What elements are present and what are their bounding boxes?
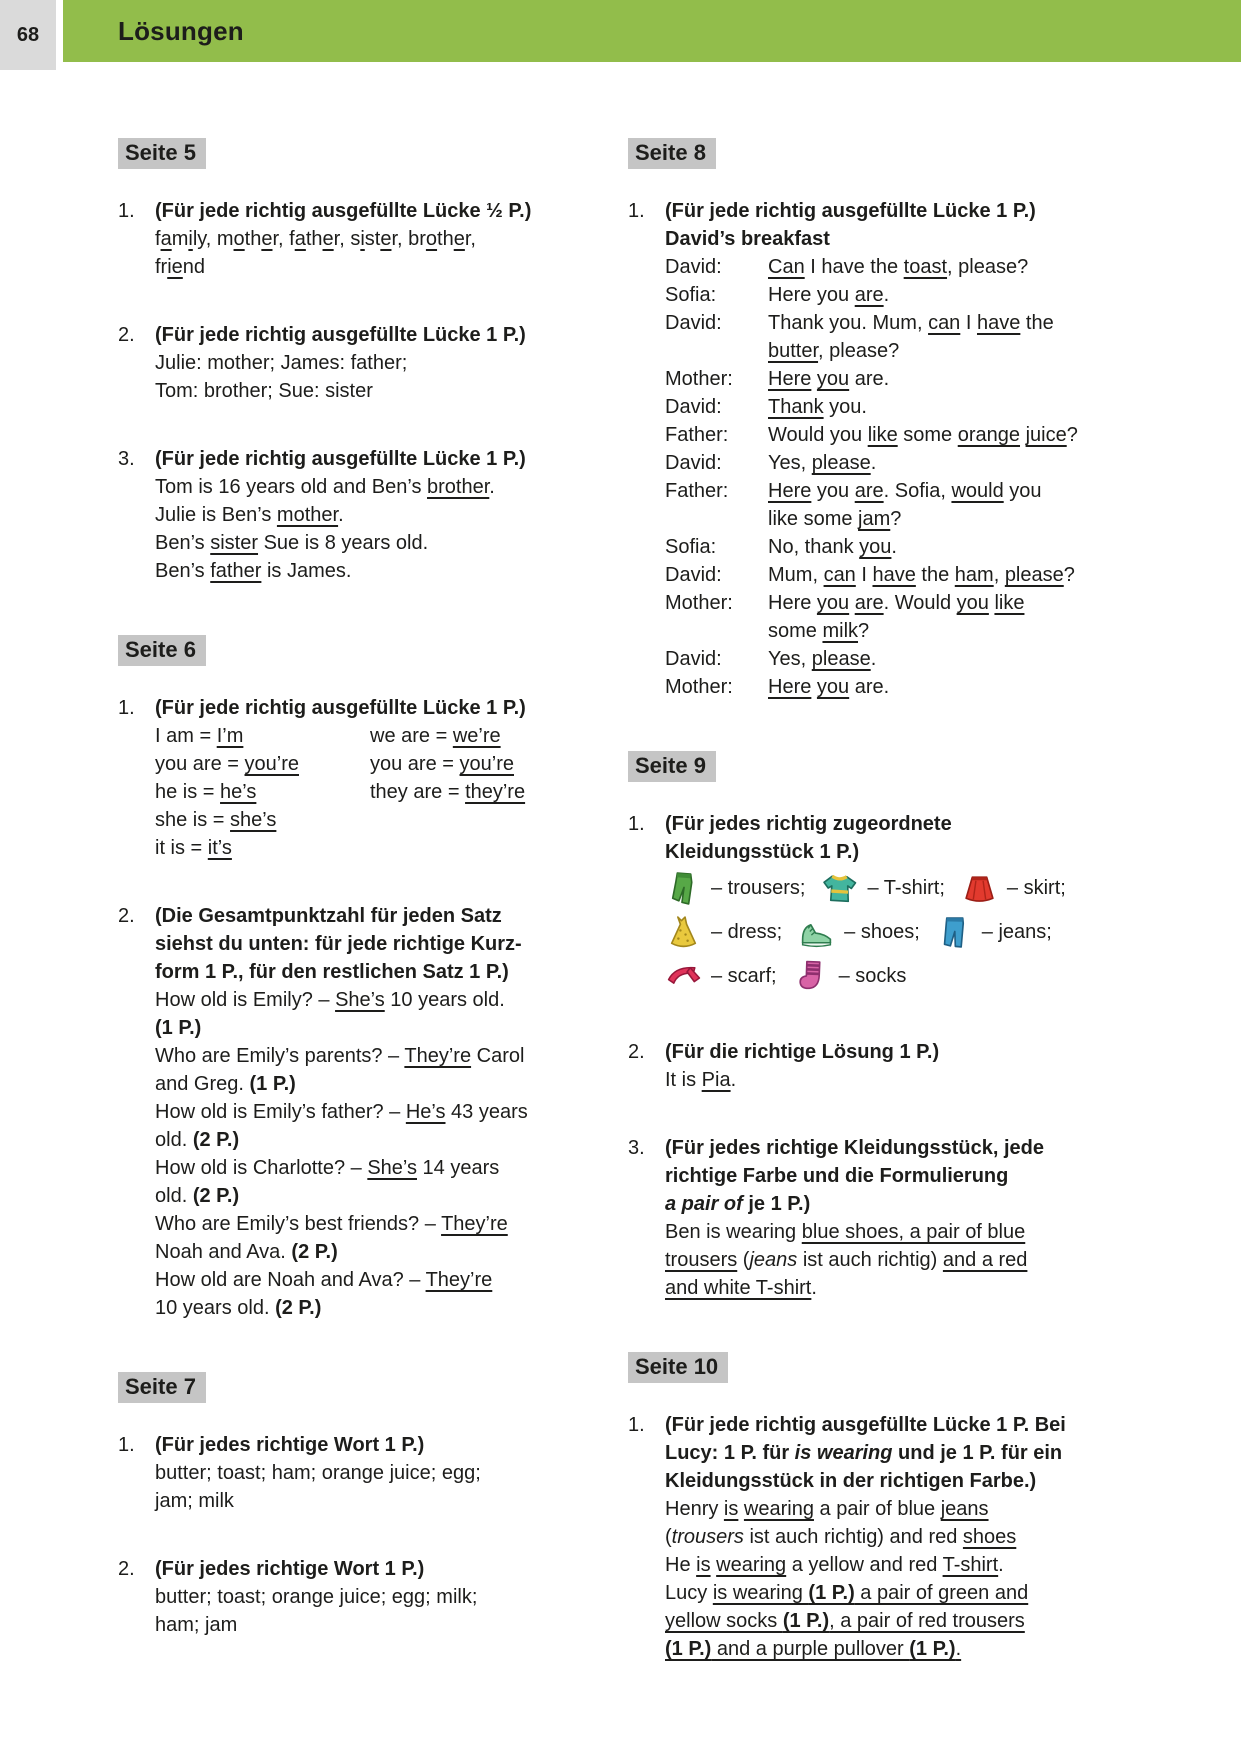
text-line: form 1 P., für den restlichen Satz 1 P.) xyxy=(155,961,509,983)
text-line: siehst du unten: für jede richtige Kurz- xyxy=(155,933,522,955)
contraction-row xyxy=(155,806,580,834)
pair-left: I am = I’m xyxy=(155,725,244,747)
section-label-row xyxy=(118,635,580,666)
jeans-icon xyxy=(936,914,973,951)
item-content xyxy=(155,1431,580,1515)
page-section-label: Seite 6 xyxy=(118,635,206,666)
text-line: It is Pia. xyxy=(665,1069,737,1091)
text-line: family, mother, father, sister, brother, xyxy=(155,228,476,250)
contraction-row xyxy=(155,750,580,778)
utterance: Here you are. Sofia, would you like some jam? xyxy=(768,480,1042,530)
section-label-row xyxy=(628,138,1125,169)
text-line: (Für jede richtig ausgefüllte Lücke ½ P.) xyxy=(155,200,532,222)
contraction-row xyxy=(155,778,580,806)
utterance: Can I have the toast, please? xyxy=(768,256,1029,278)
utterance: Here you are. Would you like some milk? xyxy=(768,592,1025,642)
answer-item xyxy=(118,197,580,281)
dialogue-row xyxy=(665,589,1125,645)
text-line: and white T-shirt. xyxy=(665,1277,817,1299)
item-number: 2. xyxy=(118,905,135,927)
item-content xyxy=(155,445,580,585)
text-line: (Für jede richtig ausgefüllte Lücke 1 P.) xyxy=(665,200,1036,222)
item-content xyxy=(665,810,1125,998)
pair-left: she is = she’s xyxy=(155,809,277,831)
item-number: 3. xyxy=(118,448,135,470)
text-line: friend xyxy=(155,256,206,278)
utterance: Here you are. xyxy=(768,284,890,306)
text-line: (trousers ist auch richtig) and red shoes xyxy=(665,1526,1017,1548)
text-line: (1 P.) and a purple pullover (1 P.). xyxy=(665,1638,962,1660)
text-line: and Greg. (1 P.) xyxy=(155,1073,296,1095)
icon-label: – socks xyxy=(838,965,907,987)
dialogue-row xyxy=(665,393,1125,421)
item-number: 1. xyxy=(628,813,645,835)
text-line: (Für jede richtig ausgefüllte Lücke 1 P. Bei xyxy=(665,1414,1066,1436)
text-line: jam; milk xyxy=(155,1490,234,1512)
trousers-icon xyxy=(665,870,702,907)
text-line: How old is Emily’s father? – He’s 43 years xyxy=(155,1101,528,1123)
dialogue-row xyxy=(665,253,1125,281)
utterance: Yes, please. xyxy=(768,452,877,474)
text-line: Kleidungsstück 1 P.) xyxy=(665,841,860,863)
answer-item xyxy=(118,1431,580,1515)
text-line: (Für die richtige Lösung 1 P.) xyxy=(665,1041,940,1063)
item-content xyxy=(665,1134,1125,1302)
text-line: (Für jedes richtige Wort 1 P.) xyxy=(155,1434,425,1456)
text-line: Who are Emily’s best friends? – They’re xyxy=(155,1213,508,1235)
section-label-row xyxy=(118,138,580,169)
answer-item xyxy=(628,197,1125,701)
section-label-row xyxy=(118,1372,580,1403)
text-line: trousers (jeans ist auch richtig) and a red xyxy=(665,1249,1028,1271)
pair-right: you are = you’re xyxy=(370,753,514,775)
speaker-name: David: xyxy=(665,312,722,334)
dialogue-row xyxy=(665,281,1125,309)
text-line: How old is Emily? – She’s 10 years old. xyxy=(155,989,505,1011)
item-number: 1. xyxy=(118,200,135,222)
text-line: Tom is 16 years old and Ben’s brother. xyxy=(155,476,495,498)
text-line: (Die Gesamtpunktzahl für jeden Satz xyxy=(155,905,502,927)
text-line: David’s breakfast xyxy=(665,228,830,250)
item-content xyxy=(155,1555,580,1639)
text-line: old. (2 P.) xyxy=(155,1185,240,1207)
icon-label: – T-shirt; xyxy=(867,877,945,899)
page-section-label: Seite 7 xyxy=(118,1372,206,1403)
icon-label: – jeans; xyxy=(981,921,1052,943)
dialogue-row xyxy=(665,561,1125,589)
text-line: 10 years old. (2 P.) xyxy=(155,1297,322,1319)
dialogue-row xyxy=(665,449,1125,477)
text-line: (Für jede richtig ausgefüllte Lücke 1 P.) xyxy=(155,448,526,470)
header-bar xyxy=(63,0,1241,62)
item-number: 1. xyxy=(118,697,135,719)
icon-label: – scarf; xyxy=(711,965,777,987)
text-line: ham; jam xyxy=(155,1614,238,1636)
text-line: How old is Charlotte? – She’s 14 years xyxy=(155,1157,500,1179)
clothing-icon-row xyxy=(665,954,1125,998)
text-line: He is wearing a yellow and red T-shirt. xyxy=(665,1554,1004,1576)
answer-item xyxy=(118,1555,580,1639)
text-line: butter; toast; ham; orange juice; egg; xyxy=(155,1462,481,1484)
item-number: 1. xyxy=(628,1414,645,1436)
dialogue-row xyxy=(665,533,1125,561)
item-number: 2. xyxy=(118,1558,135,1580)
text-line: Julie is Ben’s mother. xyxy=(155,504,344,526)
speaker-name: Father: xyxy=(665,480,729,502)
icon-label: – skirt; xyxy=(1006,877,1066,899)
speaker-name: Mother: xyxy=(665,676,733,698)
text-line: (1 P.) xyxy=(155,1017,202,1039)
item-content xyxy=(155,694,580,862)
right-column xyxy=(628,138,1125,1703)
item-number: 2. xyxy=(628,1041,645,1063)
text-line: butter; toast; orange juice; egg; milk; xyxy=(155,1586,478,1608)
left-column xyxy=(118,138,580,1679)
skirt-icon xyxy=(961,870,998,907)
dress-icon xyxy=(665,914,702,951)
page-title: Lösungen xyxy=(118,15,244,46)
page-section-label: Seite 10 xyxy=(628,1352,728,1383)
answer-item xyxy=(118,902,580,1322)
text-line: How old are Noah and Ava? – They’re xyxy=(155,1269,493,1291)
speaker-name: David: xyxy=(665,564,722,586)
utterance: Here you are. xyxy=(768,676,890,698)
text-line: Kleidungsstück in der richtigen Farbe.) xyxy=(665,1470,1037,1492)
text-line: Lucy is wearing (1 P.) a pair of green and xyxy=(665,1582,1029,1604)
text-line: Ben’s father is James. xyxy=(155,560,352,582)
shoes-icon xyxy=(798,914,835,951)
contraction-row xyxy=(155,722,580,750)
icon-label: – shoes; xyxy=(844,921,920,943)
answer-item xyxy=(628,810,1125,998)
pair-left: he is = he’s xyxy=(155,781,257,803)
utterance: Thank you. xyxy=(768,396,867,418)
text-line: richtige Farbe und die Formulierung xyxy=(665,1165,1009,1187)
utterance: Thank you. Mum, can I have the butter, please? xyxy=(768,312,1054,362)
item-content xyxy=(155,902,580,1322)
dialogue-row xyxy=(665,477,1125,533)
pair-right: we are = we’re xyxy=(370,725,501,747)
item-content xyxy=(665,1411,1125,1663)
pair-right: they are = they’re xyxy=(370,781,526,803)
text-line: old. (2 P.) xyxy=(155,1129,240,1151)
answer-item xyxy=(118,694,580,862)
tshirt-icon xyxy=(821,870,858,907)
speaker-name: Sofia: xyxy=(665,536,717,558)
icon-label: – trousers; xyxy=(711,877,806,899)
text-line: Ben is wearing blue shoes, a pair of blue xyxy=(665,1221,1026,1243)
page-section-label: Seite 8 xyxy=(628,138,716,169)
text-line: Julie: mother; James: father; xyxy=(155,352,408,374)
dialogue-row xyxy=(665,309,1125,365)
item-content xyxy=(665,197,1125,701)
speaker-name: David: xyxy=(665,256,722,278)
text-line: (Für jede richtig ausgefüllte Lücke 1 P.) xyxy=(155,697,526,719)
section-label-row xyxy=(628,751,1125,782)
text-line: yellow socks (1 P.), a pair of red trousers xyxy=(665,1610,1025,1632)
item-content xyxy=(155,321,580,405)
answer-item xyxy=(628,1411,1125,1663)
contraction-row xyxy=(155,834,580,862)
speaker-name: Mother: xyxy=(665,592,733,614)
icon-label: – dress; xyxy=(711,921,783,943)
text-line: Noah and Ava. (2 P.) xyxy=(155,1241,338,1263)
text-line: (Für jedes richtig zugeordnete xyxy=(665,813,952,835)
speaker-name: Father: xyxy=(665,424,729,446)
dialogue-row xyxy=(665,421,1125,449)
speaker-name: David: xyxy=(665,396,722,418)
socks-icon xyxy=(793,958,830,995)
dialogue-row xyxy=(665,365,1125,393)
text-line: (Für jede richtig ausgefüllte Lücke 1 P.) xyxy=(155,324,526,346)
speaker-name: Mother: xyxy=(665,368,733,390)
text-line: Henry is wearing a pair of blue jeans xyxy=(665,1498,989,1520)
speaker-name: David: xyxy=(665,452,722,474)
utterance: Mum, can I have the ham, please? xyxy=(768,564,1075,586)
text-line: Who are Emily’s parents? – They’re Carol xyxy=(155,1045,525,1067)
dialogue-row xyxy=(665,645,1125,673)
page-number: 68 xyxy=(16,23,40,46)
answer-item xyxy=(628,1134,1125,1302)
item-content xyxy=(665,1038,1125,1094)
item-number: 1. xyxy=(118,1434,135,1456)
text-line: Ben’s sister Sue is 8 years old. xyxy=(155,532,429,554)
text-line: (Für jedes richtige Wort 1 P.) xyxy=(155,1558,425,1580)
clothing-icon-row xyxy=(665,866,1125,910)
utterance: No, thank you. xyxy=(768,536,897,558)
text-line: (Für jedes richtige Kleidungsstück, jede xyxy=(665,1137,1044,1159)
utterance: Yes, please. xyxy=(768,648,877,670)
answer-item xyxy=(628,1038,1125,1094)
text-line: Lucy: 1 P. für is wearing und je 1 P. für ein xyxy=(665,1442,1063,1464)
page-number-box xyxy=(0,0,56,70)
page-section-label: Seite 9 xyxy=(628,751,716,782)
pair-left: it is = it’s xyxy=(155,837,232,859)
text-line: Tom: brother; Sue: sister xyxy=(155,380,373,402)
pair-left: you are = you’re xyxy=(155,753,299,775)
item-number: 1. xyxy=(628,200,645,222)
scarf-icon xyxy=(665,958,702,995)
section-label-row xyxy=(628,1352,1125,1383)
speaker-name: David: xyxy=(665,648,722,670)
item-number: 2. xyxy=(118,324,135,346)
answer-item xyxy=(118,321,580,405)
utterance: Would you like some orange juice? xyxy=(768,424,1078,446)
item-content xyxy=(155,197,580,281)
speaker-name: Sofia: xyxy=(665,284,717,306)
clothing-icon-row xyxy=(665,910,1125,954)
item-number: 3. xyxy=(628,1137,645,1159)
page-section-label: Seite 5 xyxy=(118,138,206,169)
text-line: a pair of je 1 P.) xyxy=(665,1193,811,1215)
dialogue-row xyxy=(665,673,1125,701)
utterance: Here you are. xyxy=(768,368,890,390)
answer-item xyxy=(118,445,580,585)
